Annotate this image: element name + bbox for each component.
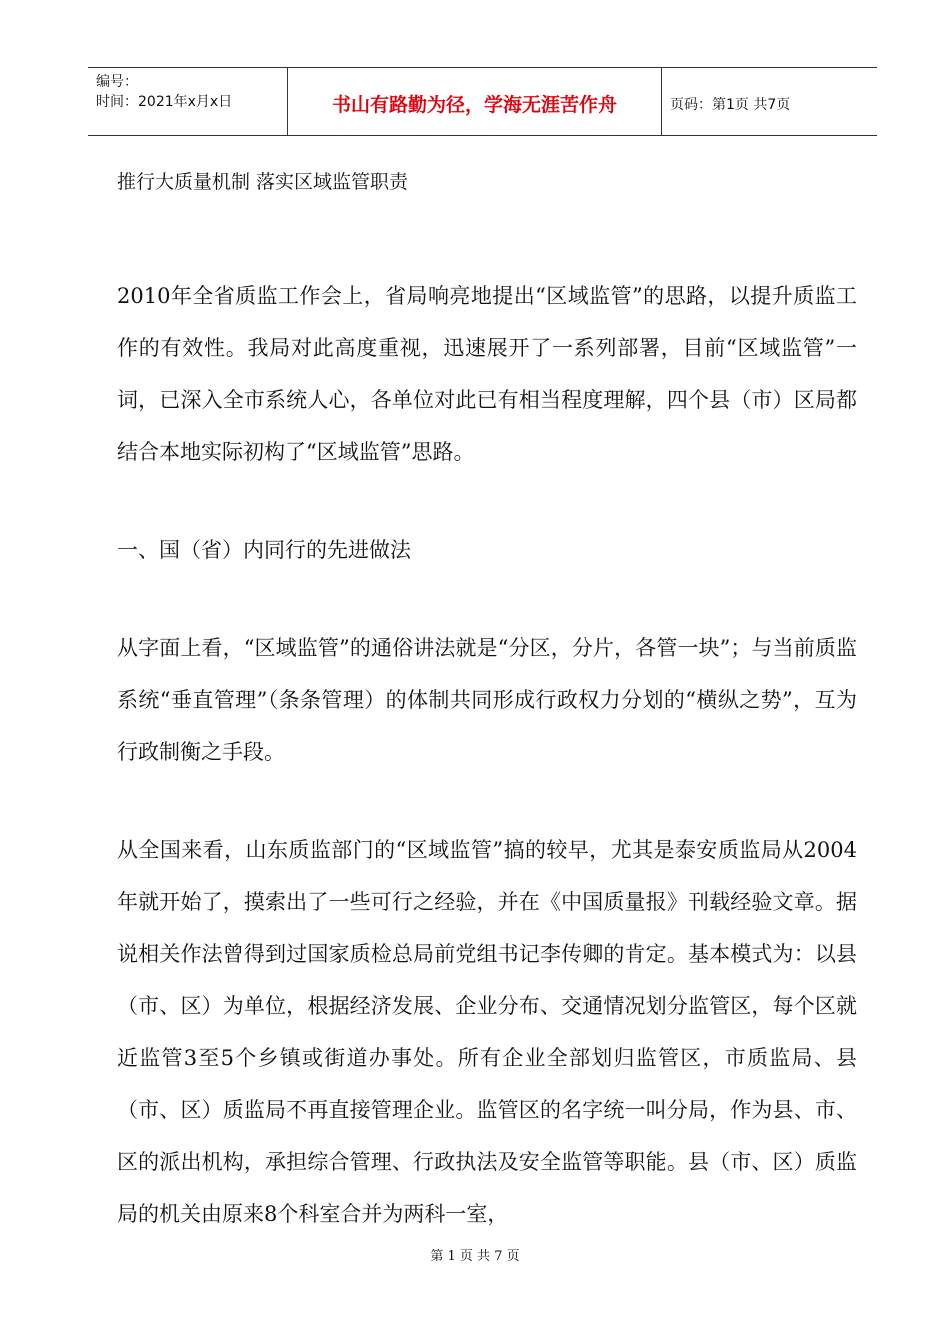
footer-page-number: 第 1 页 共 7 页 — [430, 1249, 520, 1264]
section-heading: 一、国（省）内同行的先进做法 — [117, 538, 411, 562]
header-table — [88, 67, 877, 136]
header-page-label: 页码：第1页 共7页 — [670, 96, 791, 113]
document-title: 推行大质量机制 落实区域监管职责 — [117, 171, 409, 193]
paragraph-national-practice: 从全国来看，山东质监部门的“区域监管”搞的较早，尤其是泰安质监局从2004年就开始了，摸索出了一些可行之经验，并在《中国质量报》刊载经验文章。据说相关作法曾得到过国家质检总局前党组书记李传卿的肯定。基本模式为：以县（市、区）为单位，根据经济发展、企业分布、交通情况划分监管区，每个区就近监管3至5个乡镇或街道办事处。所有企业全部划归监管区，市质监局、县（市、区）质监局不再直接管理企业。监管区的名字统一叫分局，作为县、市、区的派出机构，承担综合管理、行政执法及安全监管等职能。县（市、区）质监局的机关由原来8个科室合并为两科一室， — [117, 838, 857, 1226]
header-page-cell — [662, 68, 877, 135]
header-motto: 书山有路勤为径，学海无涯苦作舟 — [331, 94, 617, 116]
page-footer — [0, 1245, 950, 1264]
header-info-cell — [88, 68, 288, 135]
document-number-label: 编号： — [96, 74, 138, 90]
paragraph-definition: 从字面上看，“区域监管”的通俗讲法就是“分区，分片，各管一块”；与当前质监系统“垂直管理”（条条管理）的体制共同形成行政权力分划的“横纵之势”，互为行政制衡之手段。 — [117, 636, 857, 764]
document-time-label: 时间：2021年x月x日 — [96, 94, 233, 110]
paragraph-intro: 2010年全省质监工作会上，省局响亮地提出“区域监管”的思路，以提升质监工作的有效性。我局对此高度重视，迅速展开了一系列部署，目前“区域监管”一词，已深入全市系统人心，各单位对此已有相当程度理解，四个县（市）区局都结合本地实际初构了“区域监管”思路。 — [117, 284, 857, 464]
document-body — [117, 158, 857, 1240]
header-motto-cell — [288, 68, 662, 135]
